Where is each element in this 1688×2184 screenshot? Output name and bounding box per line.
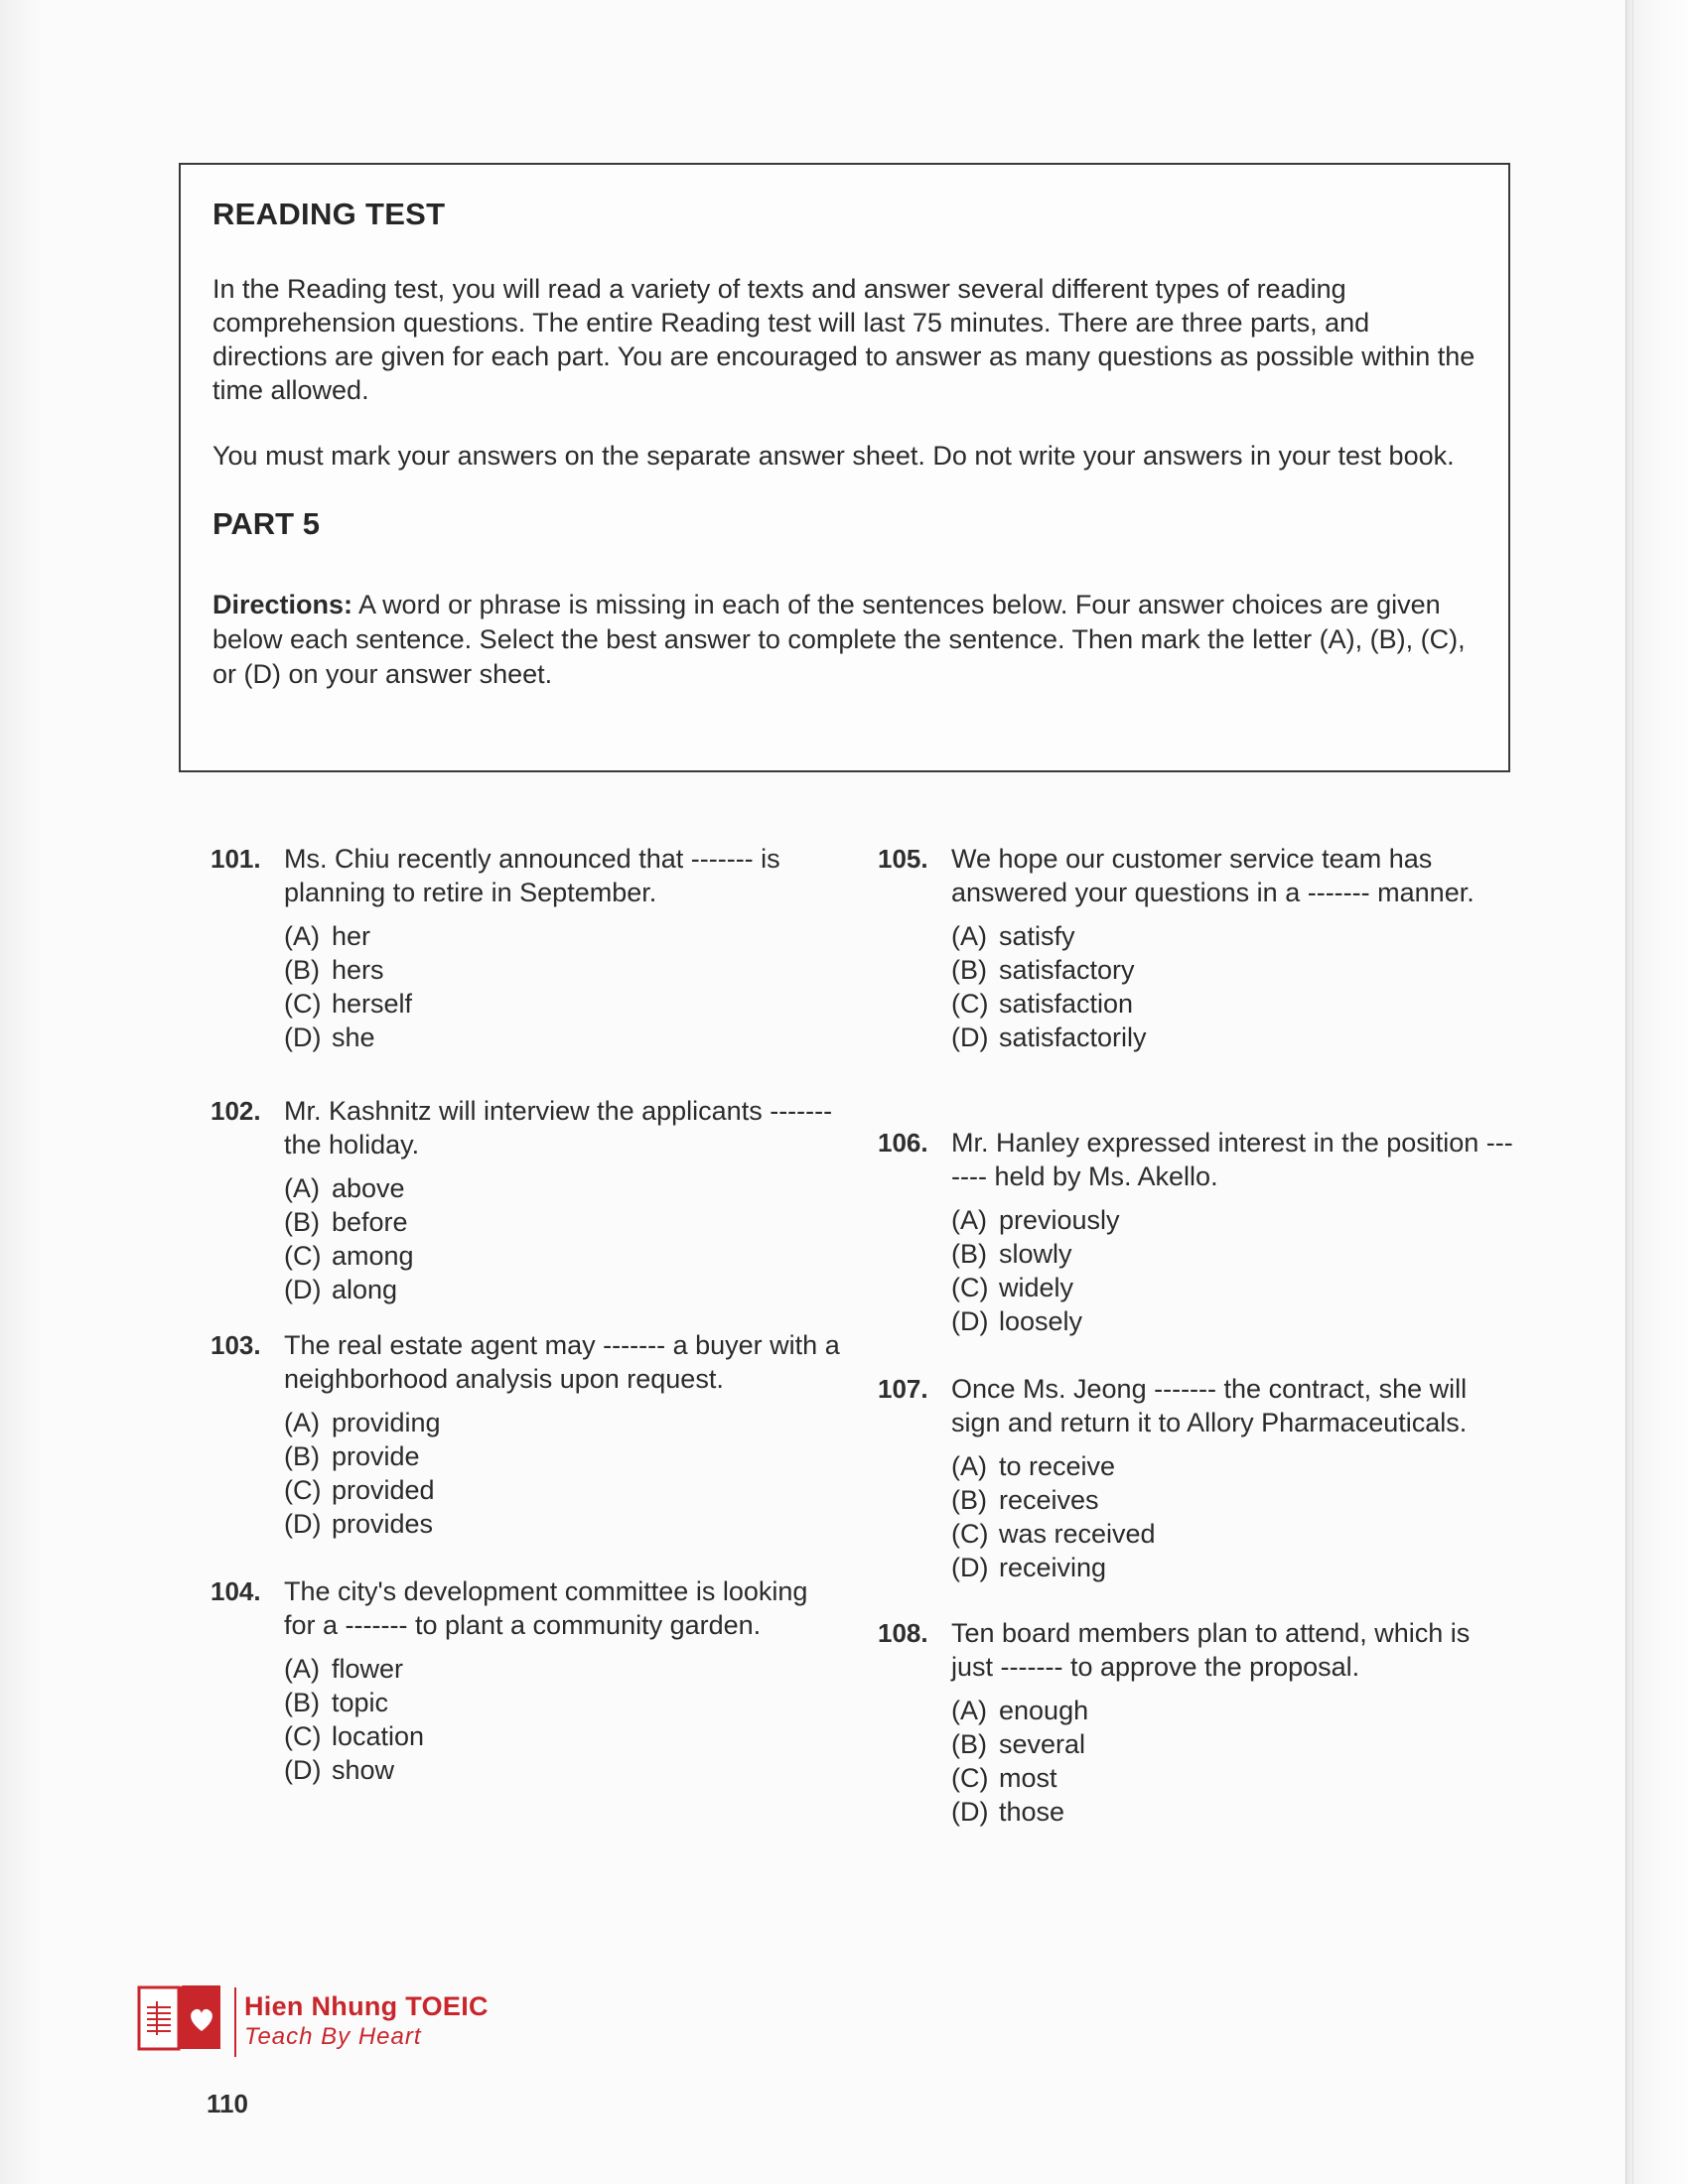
option-a bbox=[951, 1203, 1513, 1237]
option-letter: (C) bbox=[951, 1763, 989, 1793]
question-number: 106. bbox=[878, 1128, 928, 1158]
option-letter: (D) bbox=[284, 1023, 322, 1052]
option-text: satisfactory bbox=[999, 955, 1135, 985]
question-text: The city's development committee is looking for a ------- to plant a community garden. bbox=[284, 1576, 808, 1640]
option-text: those bbox=[999, 1797, 1065, 1827]
option-text: flower bbox=[332, 1654, 404, 1684]
answer-options bbox=[284, 1652, 846, 1787]
directions bbox=[212, 588, 1477, 692]
option-text: satisfaction bbox=[999, 989, 1134, 1019]
option-text: previously bbox=[999, 1205, 1120, 1235]
intro-paragraph: In the Reading test, you will read a variety of texts and answer several different types of reading comprehension questions. The entire Reading test will last 75 minutes. There are three parts, and directions are given for each part. You are encouraged to answer as many questions as possible within the time allowed. bbox=[212, 274, 1476, 405]
option-text: to receive bbox=[999, 1451, 1116, 1481]
brand-name: Hien Nhung TOEIC bbox=[244, 1991, 489, 2021]
answer-options bbox=[951, 1203, 1513, 1338]
option-b bbox=[284, 1439, 846, 1473]
option-text: most bbox=[999, 1763, 1057, 1793]
option-text: along bbox=[332, 1275, 398, 1304]
option-letter: (A) bbox=[284, 1408, 320, 1437]
option-letter: (D) bbox=[284, 1755, 322, 1785]
option-b bbox=[951, 953, 1513, 987]
answer-sheet-paragraph: You must mark your answers on the separate answer sheet. Do not write your answers in your test book. bbox=[212, 441, 1455, 471]
question-text: Ms. Chiu recently announced that ------- is planning to retire in September. bbox=[284, 844, 780, 907]
option-c bbox=[284, 1473, 846, 1507]
option-text: satisfy bbox=[999, 921, 1075, 951]
option-letter: (B) bbox=[951, 955, 987, 985]
option-letter: (B) bbox=[284, 1207, 320, 1237]
option-text: widely bbox=[999, 1273, 1074, 1302]
answer-options bbox=[951, 1694, 1513, 1829]
question-101 bbox=[211, 842, 846, 1094]
question-text: Mr. Kashnitz will interview the applicants ------- the holiday. bbox=[284, 1096, 833, 1160]
option-text: provide bbox=[332, 1441, 420, 1471]
option-text: show bbox=[332, 1755, 395, 1785]
option-c bbox=[951, 1761, 1513, 1795]
question-104 bbox=[211, 1574, 846, 1787]
option-text: was received bbox=[999, 1519, 1156, 1549]
option-letter: (B) bbox=[951, 1729, 987, 1759]
option-letter: (B) bbox=[284, 1688, 320, 1717]
option-a bbox=[284, 1171, 846, 1205]
answer-options bbox=[284, 1406, 846, 1541]
option-text: loosely bbox=[999, 1306, 1083, 1336]
part-title: PART 5 bbox=[212, 506, 320, 541]
option-c bbox=[951, 987, 1513, 1021]
option-d bbox=[951, 1304, 1513, 1338]
option-b bbox=[951, 1727, 1513, 1761]
option-letter: (D) bbox=[284, 1509, 322, 1539]
question-105 bbox=[878, 842, 1513, 1126]
option-text: herself bbox=[332, 989, 413, 1019]
question-number: 108. bbox=[878, 1618, 928, 1648]
option-letter: (D) bbox=[951, 1023, 989, 1052]
option-text: receiving bbox=[999, 1553, 1107, 1582]
option-a bbox=[284, 919, 846, 953]
directions-label: Directions: bbox=[212, 590, 353, 619]
option-letter: (A) bbox=[951, 1696, 987, 1725]
option-letter: (C) bbox=[284, 1721, 322, 1751]
brand-tagline: Teach By Heart bbox=[244, 2023, 422, 2050]
option-text: satisfactorily bbox=[999, 1023, 1147, 1052]
option-c bbox=[284, 987, 846, 1021]
option-letter: (C) bbox=[284, 1241, 322, 1271]
option-a bbox=[284, 1406, 846, 1439]
option-letter: (B) bbox=[284, 1441, 320, 1471]
option-c bbox=[284, 1719, 846, 1753]
option-d bbox=[284, 1273, 846, 1306]
option-text: provided bbox=[332, 1475, 435, 1505]
option-b bbox=[284, 1205, 846, 1239]
option-text: location bbox=[332, 1721, 425, 1751]
option-b bbox=[284, 953, 846, 987]
directions-text: A word or phrase is missing in each of the sentences below. Four answer choices are given below each sentence. Select the best answer to complete the sentence. Then mark the letter (A), (B), (C), or (D) on your answer sheet. bbox=[212, 590, 1466, 689]
instruction-box bbox=[179, 163, 1510, 772]
option-letter: (B) bbox=[951, 1485, 987, 1515]
question-108 bbox=[878, 1616, 1513, 1829]
question-number: 101. bbox=[211, 844, 261, 874]
option-a bbox=[951, 919, 1513, 953]
option-text: several bbox=[999, 1729, 1086, 1759]
option-a bbox=[951, 1449, 1513, 1483]
answer-options bbox=[284, 1171, 846, 1306]
answer-options bbox=[951, 1449, 1513, 1584]
answer-options bbox=[284, 919, 846, 1054]
answer-options bbox=[951, 919, 1513, 1054]
option-text: slowly bbox=[999, 1239, 1072, 1269]
option-letter: (A) bbox=[284, 1654, 320, 1684]
option-letter: (D) bbox=[951, 1797, 989, 1827]
option-letter: (C) bbox=[284, 989, 322, 1019]
option-d bbox=[951, 1795, 1513, 1829]
option-letter: (A) bbox=[951, 1451, 987, 1481]
option-text: providing bbox=[332, 1408, 441, 1437]
question-text: We hope our customer service team has answered your questions in a ------- manner. bbox=[951, 844, 1475, 907]
option-text: before bbox=[332, 1207, 408, 1237]
question-107 bbox=[878, 1372, 1513, 1616]
option-d bbox=[951, 1021, 1513, 1054]
option-b bbox=[284, 1686, 846, 1719]
option-letter: (C) bbox=[951, 989, 989, 1019]
option-b bbox=[951, 1483, 1513, 1517]
option-text: above bbox=[332, 1173, 405, 1203]
option-a bbox=[284, 1652, 846, 1686]
option-text: she bbox=[332, 1023, 375, 1052]
option-d bbox=[284, 1753, 846, 1787]
option-text: her bbox=[332, 921, 371, 951]
question-106 bbox=[878, 1126, 1513, 1372]
question-number: 102. bbox=[211, 1096, 261, 1126]
option-d bbox=[284, 1021, 846, 1054]
option-letter: (A) bbox=[951, 1205, 987, 1235]
option-text: hers bbox=[332, 955, 384, 985]
question-text: Ten board members plan to attend, which is just ------- to approve the proposal. bbox=[951, 1618, 1471, 1682]
page-shadow-left bbox=[0, 0, 40, 2184]
option-text: provides bbox=[332, 1509, 434, 1539]
questions-column-right bbox=[878, 842, 1513, 1829]
option-letter: (D) bbox=[951, 1306, 989, 1336]
option-letter: (B) bbox=[951, 1239, 987, 1269]
option-letter: (C) bbox=[284, 1475, 322, 1505]
option-text: enough bbox=[999, 1696, 1089, 1725]
questions-column-left bbox=[211, 842, 846, 1787]
question-103 bbox=[211, 1328, 846, 1574]
option-letter: (B) bbox=[284, 955, 320, 985]
question-text: Once Ms. Jeong ------- the contract, she will sign and return it to Allory Pharmaceuticals. bbox=[951, 1374, 1468, 1437]
option-letter: (C) bbox=[951, 1273, 989, 1302]
option-d bbox=[951, 1551, 1513, 1584]
option-c bbox=[951, 1271, 1513, 1304]
section-title: READING TEST bbox=[212, 197, 446, 231]
option-letter: (A) bbox=[284, 921, 320, 951]
page-edge-right bbox=[1625, 0, 1688, 2184]
option-letter: (D) bbox=[284, 1275, 322, 1304]
question-number: 103. bbox=[211, 1330, 261, 1360]
option-c bbox=[284, 1239, 846, 1273]
option-text: receives bbox=[999, 1485, 1099, 1515]
logo-divider bbox=[234, 1987, 236, 2057]
question-102 bbox=[211, 1094, 846, 1328]
question-number: 104. bbox=[211, 1576, 261, 1606]
option-a bbox=[951, 1694, 1513, 1727]
option-text: topic bbox=[332, 1688, 389, 1717]
option-c bbox=[951, 1517, 1513, 1551]
question-text: Mr. Hanley expressed interest in the position ------- held by Ms. Akello. bbox=[951, 1128, 1513, 1191]
book-heart-icon bbox=[135, 1981, 224, 2053]
question-number: 105. bbox=[878, 844, 928, 874]
question-number: 107. bbox=[878, 1374, 928, 1404]
option-text: among bbox=[332, 1241, 414, 1271]
option-letter: (D) bbox=[951, 1553, 989, 1582]
option-letter: (A) bbox=[951, 921, 987, 951]
option-d bbox=[284, 1507, 846, 1541]
page-number: 110 bbox=[207, 2089, 248, 2118]
option-b bbox=[951, 1237, 1513, 1271]
option-letter: (C) bbox=[951, 1519, 989, 1549]
option-letter: (A) bbox=[284, 1173, 320, 1203]
question-text: The real estate agent may ------- a buyer with a neighborhood analysis upon request. bbox=[284, 1330, 840, 1394]
